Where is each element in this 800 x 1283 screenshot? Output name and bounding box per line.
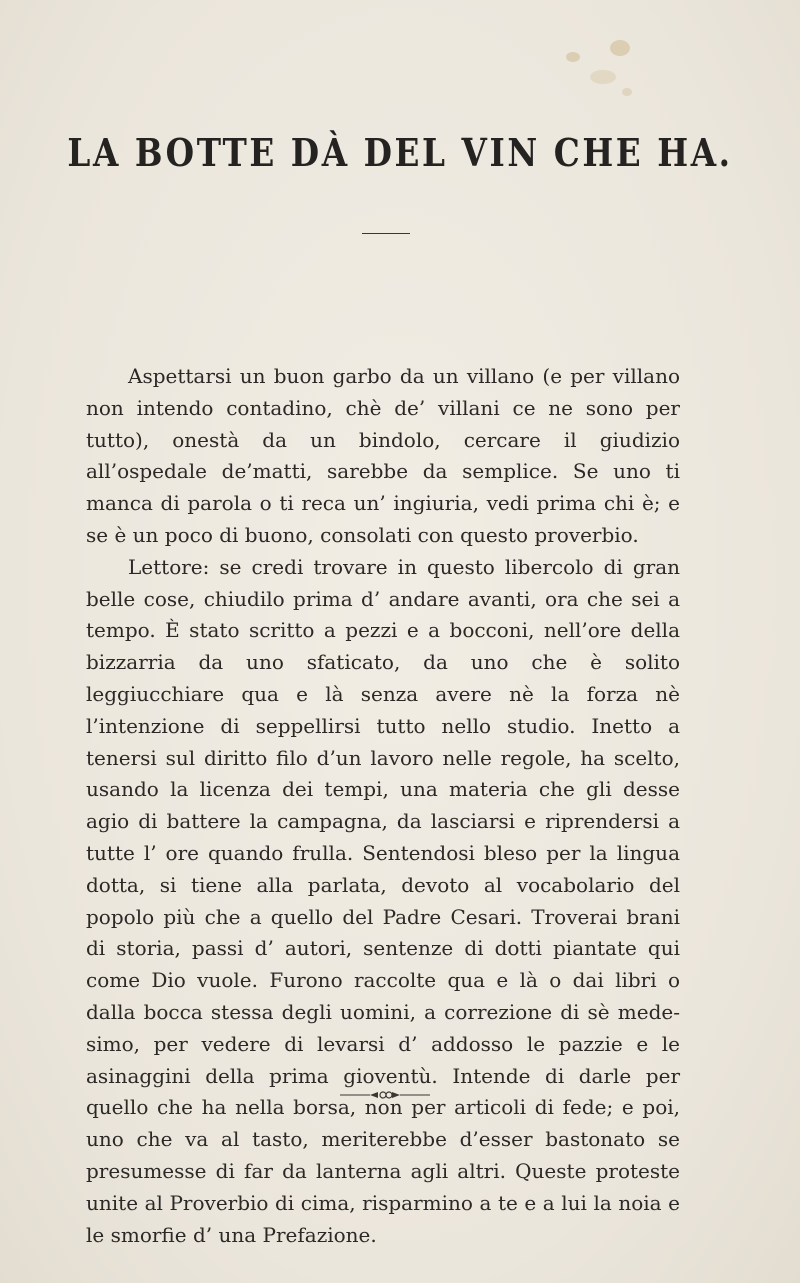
title-divider-rule	[362, 233, 410, 234]
ornament-icon	[340, 1088, 430, 1102]
paper-stain	[566, 52, 580, 62]
body-text	[86, 361, 680, 1251]
page-title: LA BOTTE DÀ DEL VIN CHE HA.	[67, 130, 733, 175]
paper-stain	[622, 88, 632, 96]
paragraph: Aspettarsi un buon garbo da un villano (e per villano non intendo contadino, chè de’ villani ce ne sono per tutto), onestà da un bindolo, cercare il giudizio all’ospedale de’matti, sarebbe da semplice. Se uno ti manca di parola o ti reca un’ ingiuria, vedi prima chi è; e se è un poco di buono, consolati con questo proverbio.	[86, 364, 680, 547]
paper-stain	[590, 70, 616, 84]
paper-stain	[610, 40, 630, 56]
paragraph: Lettore: se credi trovare in questo libercolo di gran belle cose, chiudilo prima d’ andare avanti, ora che sei a tempo. È stato scritto a pezzi e a bocconi, nell’ore della bizzarria da uno sfaticato, da uno che è solito leggiucchiare qua e là senza avere nè la forza nè l’intenzione di seppellirsi tutto nello studio. Inetto a tenersi sul diritto filo d’un lavoro nelle regole, ha scelto, usando la licenza dei tempi, una materia che gli desse agio di battere la campagna, da lasciarsi e riprendersi a tutte l’ ore quando frulla. Sentendosi bleso per la lingua dotta, si tiene alla parlata, devoto al vocabolario del popolo più che a quello del Padre Cesari. Troverai brani di storia, passi d’ autori, sentenze di dotti piantate qui come Dio vuole. Furono raccolte qua e là o dai libri o dalla bocca stessa degli uomini, a correzione di sè medesimo, per vedere di levarsi d’ addosso le pazzie e le asinaggini della prima gioventù. Intende di darle per quello che ha nella borsa, non per articoli di fede; e poi, uno che va al tasto, meriterebbe d’esser bastonato se presumesse di far da lanterna agli altri. Queste proteste unite al Proverbio di cima, risparmino a te e a lui la noia e le smorfie d’ una Prefazione.	[86, 554, 680, 1247]
